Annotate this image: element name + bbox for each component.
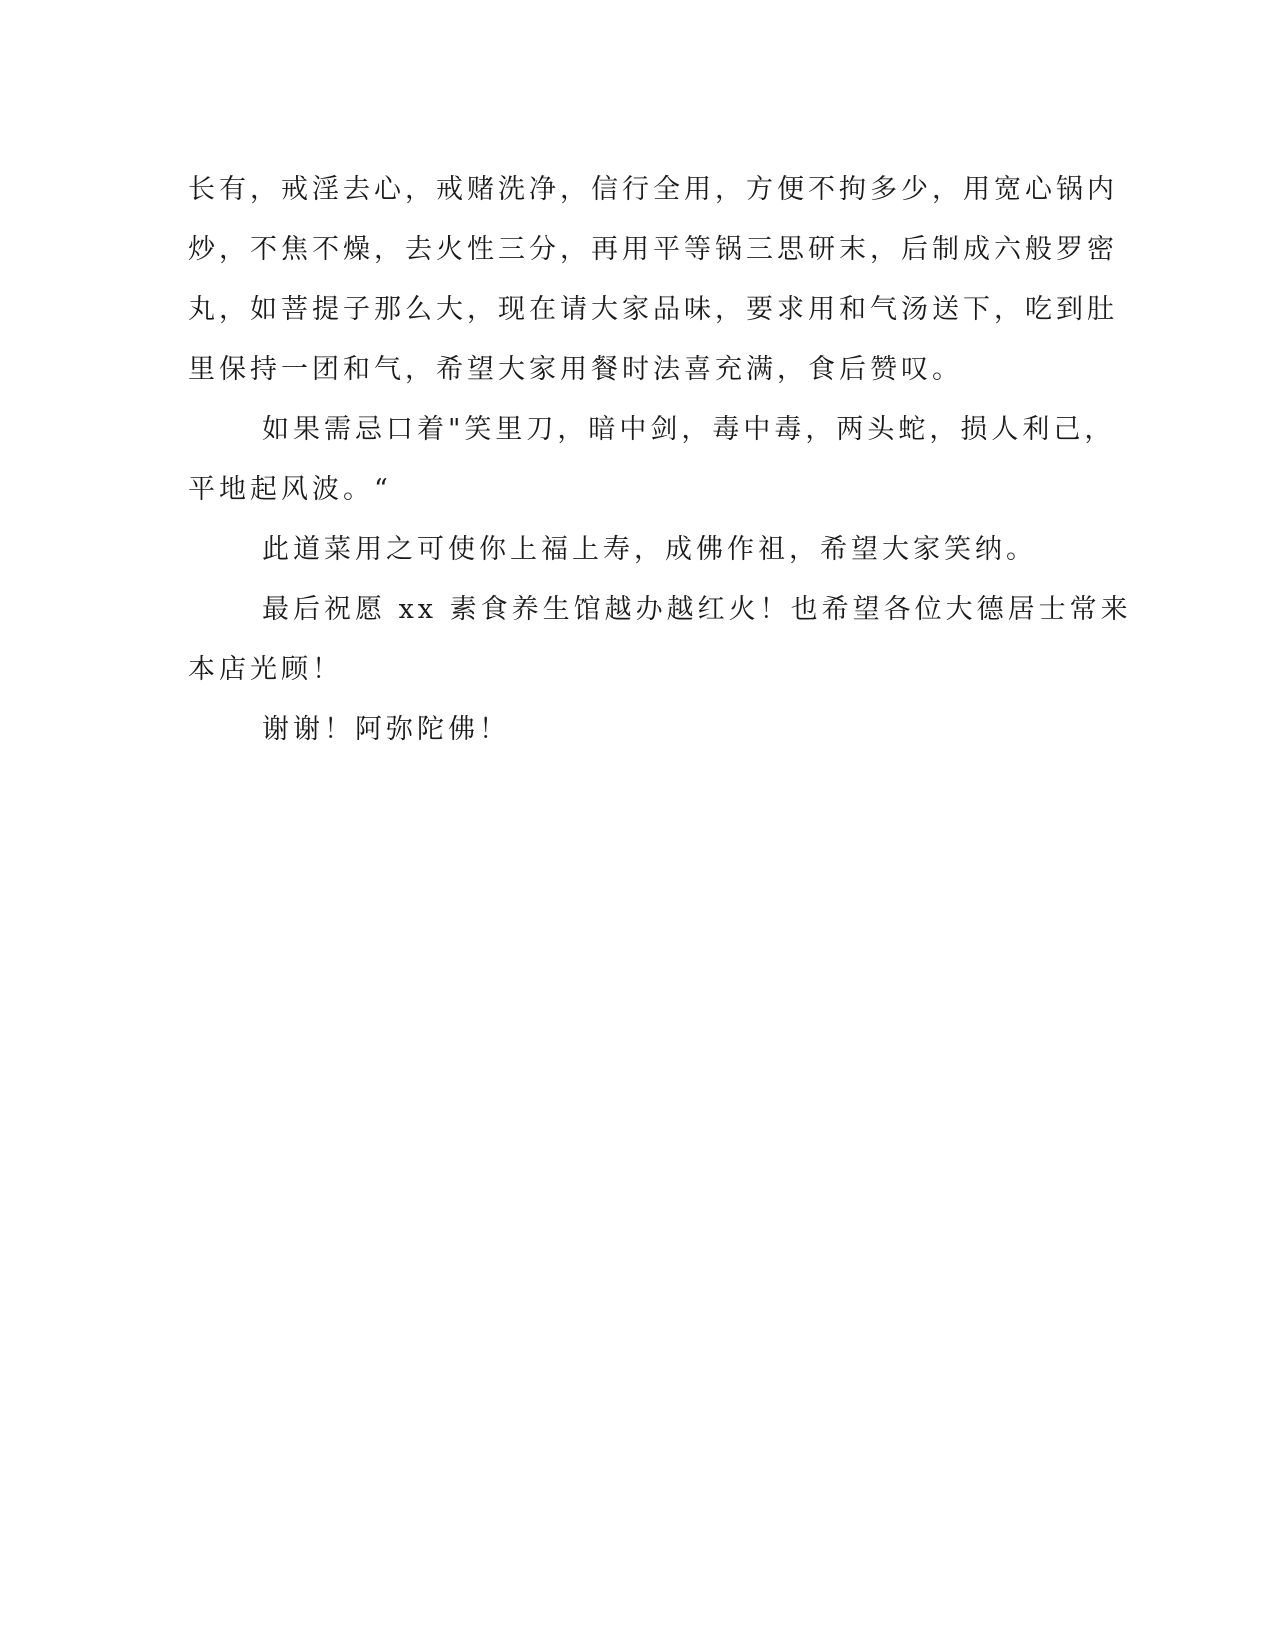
text-line: 如果需忌口着"笑里刀，暗中剑，毒中毒，两头蛇，损人利己， [262,414,1116,445]
text-line: 丸，如菩提子那么大，现在请大家品味，要求用和气汤送下，吃到肚 [188,294,1118,325]
text-line: 平地起风波。“ [188,474,392,505]
document-body [188,160,1132,760]
paragraph-avoid-list [188,400,1116,520]
paragraph-closing [188,700,1058,760]
text-line: 最后祝愿 xx 素食养生馆越办越红火！也希望各位大德居士常来 [262,594,1132,625]
text-line: 长有，戒淫去心，戒赌洗净，信行全用，方便不拘多少，用宽心锅内 [188,174,1118,205]
paragraph-wishes [188,580,1132,700]
text-line: 里保持一团和气，希望大家用餐时法喜充满，食后赞叹。 [188,354,963,385]
paragraph-recipe-continuation [188,160,1118,400]
text-line: 本店光顾！ [188,654,343,685]
paragraph-blessing [188,520,1058,580]
text-line: 此道菜用之可使你上福上寿，成佛作祖，希望大家笑纳。 [262,534,1037,565]
text-line: 炒，不焦不燥，去火性三分，再用平等锅三思研末，后制成六般罗密 [188,234,1118,265]
text-line: 谢谢！阿弥陀佛！ [262,714,510,745]
